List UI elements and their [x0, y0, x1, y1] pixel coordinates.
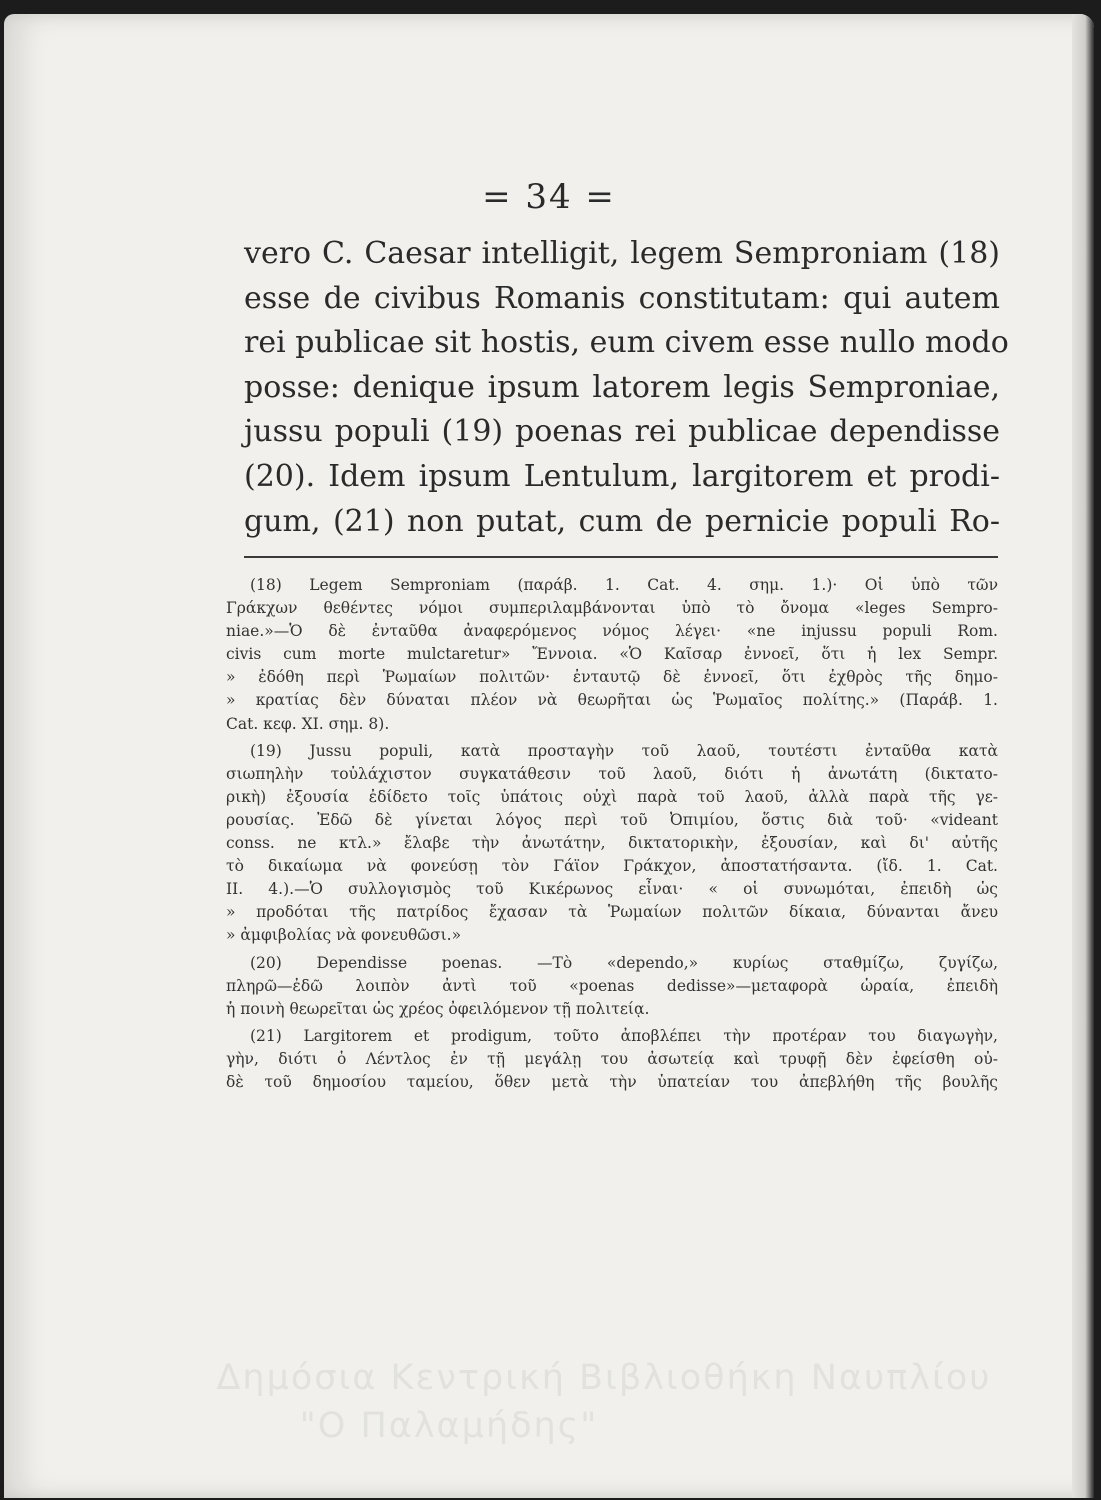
footnote-18 — [226, 574, 998, 736]
footnote-line: πληρῶ—ἐδῶ λοιπὸν ἀντὶ τοῦ «poenas dedisse»—μεταφορὰ ὡραία, ἐπειδὴ — [226, 976, 998, 995]
footnote-line: conss. ne κτλ.» ἔλαβε τὴν ἀνωτάτην, δικτατορικὴν, ἐξουσίαν, καὶ δι' αὐτῆς — [226, 834, 998, 853]
footnote-21 — [226, 1025, 998, 1094]
footnote-line: (21) Largitorem et prodigum, τοῦτο ἀποβλέπει τὴν προτέραν του διαγωγὴν, — [250, 1026, 998, 1045]
footnote-line: ἡ ποινὴ θεωρεῖται ὡς χρέος ὀφειλόμενον τῇ πολιτείᾳ. — [226, 999, 650, 1018]
footnote-line: (19) Jussu populi, κατὰ προσταγὴν τοῦ λαοῦ, τουτέστι ἐνταῦθα κατὰ — [250, 741, 998, 760]
footnote-line: Γράκχων θεθέντες νόμοι συμπεριλαμβάνονται ὑπὸ τὸ ὄνομα «leges Sempro- — [226, 599, 998, 618]
footnote-20 — [226, 952, 998, 1021]
body-text — [244, 232, 1009, 544]
footnote-line: δὲ τοῦ δημοσίου ταμείου, ὅθεν μετὰ τὴν ὑπατείαν του ἀπεβλήθη τῆς βουλῆς — [226, 1072, 998, 1091]
footnote-separator — [244, 556, 998, 558]
footnote-line: Cat. κεφ. XI. σημ. 8). — [226, 714, 390, 733]
book-page — [4, 14, 1094, 1498]
footnote-line: II. 4.).—Ὁ συλλογισμὸς τοῦ Κικέρωνος εἶναι· « οἱ συνωμόται, ἐπειδὴ ὡς — [226, 880, 998, 899]
body-line: esse de civibus Romanis constitutam: qui autem — [244, 280, 1000, 316]
footnote-line: » ἐδόθη περὶ Ῥωμαίων πολιτῶν· ἐνταυτῷ δὲ ἐννοεῖ, ὅτι ἐχθρὸς τῆς δημο- — [226, 668, 998, 687]
footnote-line: (20) Dependisse poenas. —Τὸ «dependo,» κυρίως σταθμίζω, ζυγίζω, — [250, 953, 998, 972]
body-line: (20). Idem ipsum Lentulum, largitorem et prodi- — [244, 458, 1000, 494]
footnote-line: civis cum morte mulctaretur» Ἔννοια. «Ὁ Καῖσαρ ἐννοεῖ, ὅτι ἡ lex Sempr. — [226, 645, 998, 664]
footnote-line: (18) Legem Semproniam (παράβ. 1. Cat. 4. σημ. 1.)· Οἱ ὑπὸ τῶν — [250, 576, 998, 594]
library-watermark: "Ο Παλαμήδης" — [299, 1406, 599, 1446]
footnote-line: » κρατίας δὲν δύναται πλέον νὰ θεωρῆται ὡς Ῥωμαῖος πολίτης.» (Παράβ. 1. — [226, 691, 998, 710]
footnote-line: » ἀμφιβολίας νὰ φονευθῶσι.» — [226, 926, 462, 945]
footnote-line: σιωπηλὴν τοὐλάχιστον συγκατάθεσιν τοῦ λαοῦ, διότι ἡ ἀνωτάτη (δικτατο- — [226, 764, 998, 783]
footnote-line: niae.»—Ὁ δὲ ἐνταῦθα ἀναφερόμενος νόμος λέγει· «ne injussu populi Rom. — [226, 622, 998, 641]
page-number: = 34 = — [482, 177, 616, 217]
body-line: gum, (21) non putat, cum de pernicie populi Ro- — [244, 503, 1000, 539]
footnote-line: τὸ δικαίωμα νὰ φονεύσῃ τὸν Γάϊον Γράκχον, ἀποστατήσαντα. (ἴδ. 1. Cat. — [226, 857, 998, 876]
footnote-19 — [226, 740, 998, 948]
footnotes — [226, 574, 998, 1098]
library-watermark: Δημόσια Κεντρική Βιβλιοθήκη Ναυπλίου — [216, 1358, 992, 1398]
body-line: vero C. Caesar intelligit, legem Semproniam (18) — [244, 236, 1000, 271]
footnote-line: » προδόται τῆς πατρίδος ἔχασαν τὰ Ῥωμαίων πολιτῶν δίκαια, δύνανται ἄνευ — [226, 903, 998, 922]
body-line: posse: denique ipsum latorem legis Semproniae, — [244, 369, 1000, 405]
body-line: jussu populi (19) poenas rei publicae dependisse — [244, 414, 1000, 450]
page-content — [4, 14, 1094, 1498]
footnote-line: γὴν, διότι ὁ Λέντλος ἐν τῇ μεγάλῃ του ἀσωτείᾳ καὶ τρυφῇ δὲν ἐφείσθη οὐ- — [226, 1049, 998, 1068]
body-line: rei publicae sit hostis, eum civem esse nullo modo — [244, 325, 1009, 361]
footnote-line: ρουσίας. Ἐδῶ δὲ γίνεται λόγος περὶ τοῦ Ὀπιμίου, ὅστις διὰ τοῦ· «videant — [226, 810, 998, 829]
footnote-line: ρικὴ) ἐξουσία ἐδίδετο τοῖς ὑπάτοις οὐχὶ παρὰ τοῦ λαοῦ, ἀλλὰ παρὰ τῆς γε- — [226, 787, 998, 806]
